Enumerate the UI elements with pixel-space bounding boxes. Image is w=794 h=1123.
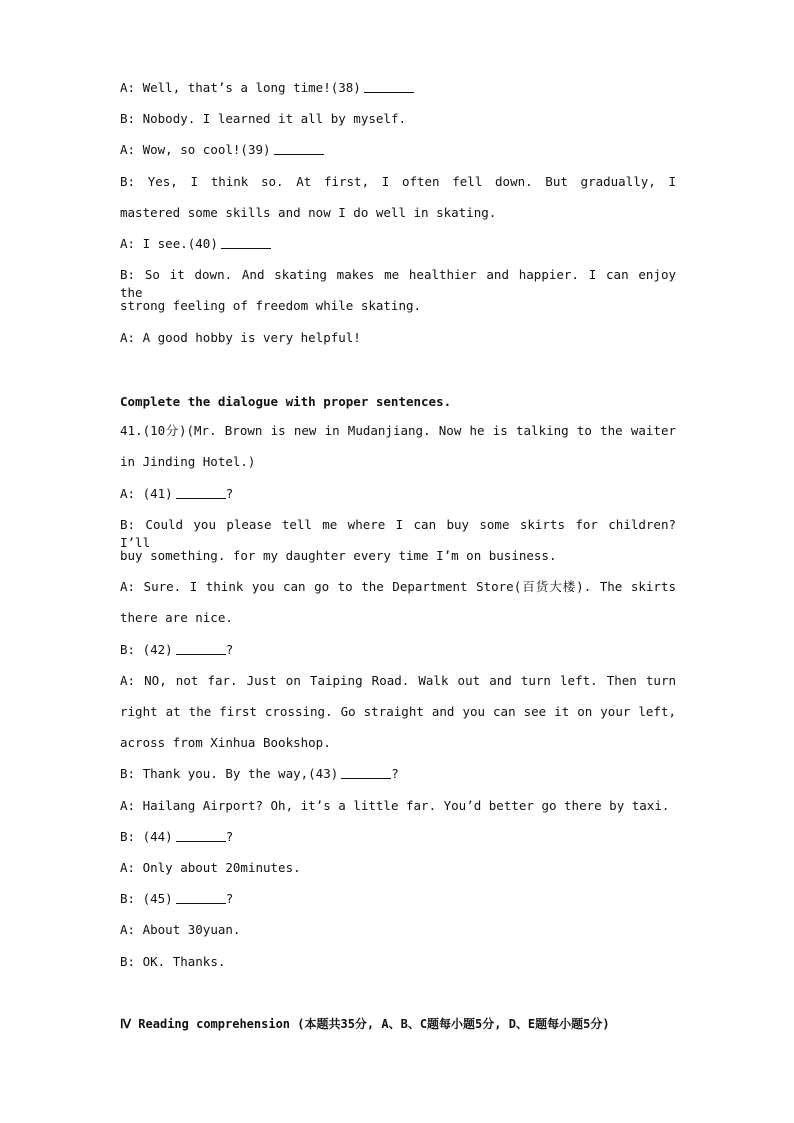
question-text: 41.(10分)(Mr. Brown is new in Mudanjiang. Now he is talking to the waiter xyxy=(120,423,676,438)
line-text: Hailang Airport? Oh, it’s a little far. You’d better go there by taxi. xyxy=(142,798,670,813)
dialogue-line-continued xyxy=(120,734,676,752)
dialogue-line xyxy=(120,485,676,503)
question-text: in Jinding Hotel.) xyxy=(120,454,256,469)
speaker-label: A: xyxy=(120,142,136,157)
dialogue-line-continued xyxy=(120,547,676,565)
line-text: I see.(40) xyxy=(142,236,218,251)
line-text: there are nice. xyxy=(120,610,233,625)
line-text: NO, not far. Just on Taiping Road. Walk out and turn left. Then turn xyxy=(144,673,676,688)
speaker-label: A: xyxy=(120,486,136,501)
speaker-label: A: xyxy=(120,798,136,813)
line-text: OK. Thanks. xyxy=(142,954,226,969)
question-mark: ? xyxy=(391,766,399,781)
dialogue-line xyxy=(120,641,676,659)
line-text: buy something. for my daughter every time I’m on business. xyxy=(120,548,557,563)
answer-blank-39[interactable] xyxy=(274,142,324,155)
question-stem-continued xyxy=(120,453,676,471)
speaker-label: A: xyxy=(120,579,136,594)
line-text: Yes, I think so. At first, I often fell down. But gradually, I xyxy=(147,174,676,189)
line-text: (45) xyxy=(142,891,173,906)
section-title: Complete the dialogue with proper sentences. xyxy=(120,394,452,409)
line-text: Thank you. By the way,(43) xyxy=(142,766,339,781)
line-text: So it down. And skating makes me healthier and happier. I can enjoy the xyxy=(120,267,677,300)
dialogue-line xyxy=(120,110,676,128)
speaker-label: B: xyxy=(120,954,136,969)
speaker-label: A: xyxy=(120,860,136,875)
line-text: About 30yuan. xyxy=(142,922,241,937)
speaker-label: B: xyxy=(120,267,136,282)
line-text: mastered some skills and now I do well in skating. xyxy=(120,205,497,220)
line-text: Sure. I think you can go to the Department Store(百货大楼). The skirts xyxy=(143,579,676,594)
line-text: (41) xyxy=(142,486,173,501)
dialogue-line xyxy=(120,79,676,97)
dialogue-line xyxy=(120,859,676,877)
question-stem xyxy=(120,422,676,440)
speaker-label: A: xyxy=(120,673,136,688)
speaker-label: B: xyxy=(120,642,136,657)
dialogue-line xyxy=(120,890,676,908)
question-mark: ? xyxy=(225,829,234,844)
speaker-label: B: xyxy=(120,891,136,906)
dialogue-line xyxy=(120,578,676,596)
speaker-label: A: xyxy=(120,236,136,251)
section-heading-reading: Ⅳ Reading comprehension (本题共35分, A、B、C题每小题5分, D、E题每小题5分) xyxy=(120,1017,610,1031)
answer-blank-40[interactable] xyxy=(221,236,271,249)
question-mark: ? xyxy=(225,486,234,501)
answer-blank-43[interactable] xyxy=(341,766,391,779)
line-text: Could you please tell me where I can buy some skirts for children? I’ll xyxy=(120,517,676,550)
question-mark: ? xyxy=(225,642,234,657)
line-text: (42) xyxy=(142,642,173,657)
speaker-label: A: xyxy=(120,80,136,95)
answer-blank-45[interactable] xyxy=(176,891,226,904)
line-text: Well, that’s a long time!(38) xyxy=(142,80,361,95)
line-text: Only about 20minutes. xyxy=(142,860,301,875)
line-text: (44) xyxy=(142,829,173,844)
speaker-label: A: xyxy=(120,922,136,937)
line-text: A good hobby is very helpful! xyxy=(142,330,361,345)
dialogue-line xyxy=(120,953,676,971)
dialogue-line xyxy=(120,828,676,846)
dialogue-line xyxy=(120,141,676,159)
dialogue-line-continued xyxy=(120,297,676,315)
dialogue-line xyxy=(120,797,676,815)
dialogue-line-continued xyxy=(120,703,676,721)
dialogue-line xyxy=(120,235,676,253)
line-text: across from Xinhua Bookshop. xyxy=(120,735,331,750)
speaker-label: B: xyxy=(120,111,136,126)
speaker-label: A: xyxy=(120,330,136,345)
line-text: right at the first crossing. Go straight and you can see it on your left, xyxy=(120,704,676,719)
dialogue-line-continued xyxy=(120,609,676,627)
answer-blank-41[interactable] xyxy=(176,486,226,499)
line-text: strong feeling of freedom while skating. xyxy=(120,298,422,313)
dialogue-line xyxy=(120,921,676,939)
speaker-label: B: xyxy=(120,174,136,189)
speaker-label: B: xyxy=(120,766,136,781)
speaker-label: B: xyxy=(120,829,136,844)
speaker-label: B: xyxy=(120,517,136,532)
line-text: Nobody. I learned it all by myself. xyxy=(142,111,406,126)
answer-blank-44[interactable] xyxy=(176,829,226,842)
dialogue-line xyxy=(120,173,676,191)
answer-blank-42[interactable] xyxy=(176,642,226,655)
line-text: Wow, so cool!(39) xyxy=(142,142,271,157)
dialogue-line xyxy=(120,765,676,783)
answer-blank-38[interactable] xyxy=(364,80,414,93)
dialogue-line xyxy=(120,329,676,347)
question-mark: ? xyxy=(225,891,234,906)
dialogue-line xyxy=(120,672,676,690)
dialogue-line-continued xyxy=(120,204,676,222)
